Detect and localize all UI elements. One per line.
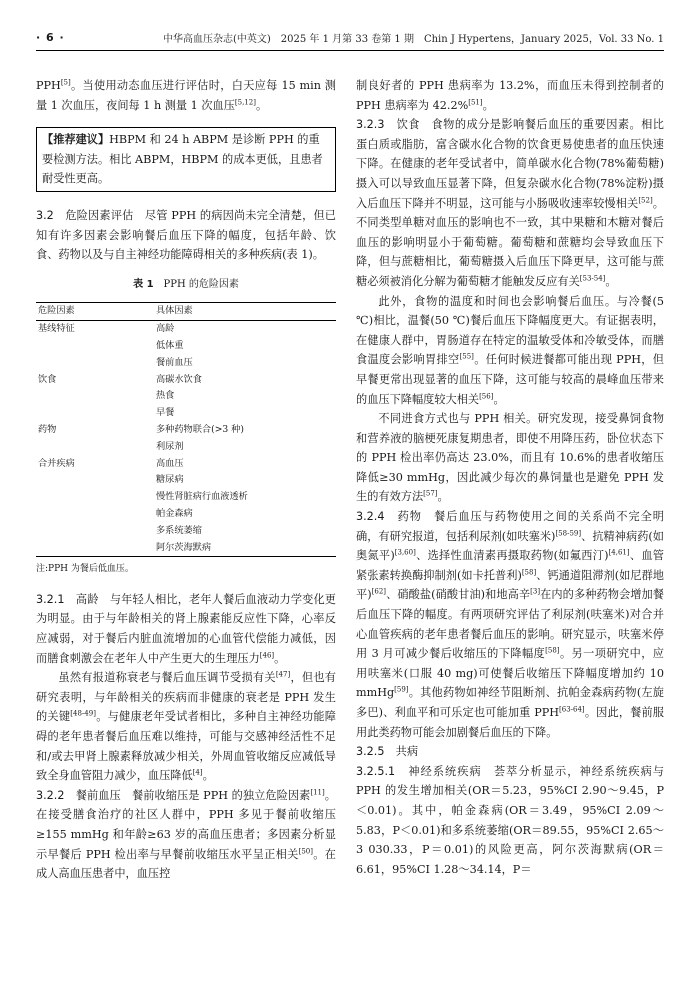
table-row: 慢性肾脏病行血液透析 — [156, 491, 248, 503]
section-heading: 3.2.2 餐前血压 — [36, 788, 121, 802]
section-3-2-2: 3.2.2 餐前血压 餐前收缩压是 PPH 的独立危险因素[11]。在接受膳食治疗的社区人群中，PPH 多见于餐前收缩压≥155 mmHg 和年龄≥63 岁的高血压患者；多因素分析显示早餐后 PPH 检出率与早餐前收缩压水平呈正相关[50]。在成人高血压患者中，血压控 — [36, 788, 336, 881]
page-number: · 6 · — [36, 30, 65, 44]
table-row: 利尿剂 — [156, 440, 184, 452]
table-header: 危险因素 — [38, 305, 75, 317]
paragraph-temperature: 此外，食物的温度和时间也会影响餐后血压。与冷餐(5 ℃)相比，温餐(50 ℃)餐后血压下降幅度更大。有证据表明，在健康人群中，胃肠道存在特定的温敏受体和冷敏受体，而膳食温度会影响胃排空[55]。任何时候进餐都可能出现 PPH，但早餐更常出现显著的血压下降，这可能与较高的晨峰血压带来的血压下降幅度较大相关[56]。 — [356, 294, 664, 406]
recommendation-tag: 【推荐建议】 — [42, 133, 110, 147]
table-row: 药物 多种药物联合(>3 种) — [38, 423, 244, 435]
section-3-2-1: 3.2.1 高龄 与年轻人相比，老年人餐后血液动力学变化更为明显。由于与年龄相关的肾上腺素能反应性下降，心率反应减弱，对于餐后内脏血流增加的心血管代偿能力减低，因而膳食刺激会在老年人中产生更大的生理压力[46]。 — [36, 592, 336, 665]
risk-factor-table — [36, 302, 336, 557]
section-3-2: 3.2 危险因素评估 尽管 PPH 的病因尚未完全清楚，但已知有许多因素会影响餐后血压下降的幅度，包括年龄、饮食、药物以及与自主神经功能障碍相关的多种疾病(表 1)。 — [36, 208, 336, 262]
table-row: 低体重 — [156, 339, 184, 351]
section-heading: 3.2.1 高龄 — [36, 592, 99, 606]
table-header: 具体因素 — [156, 305, 193, 317]
right-column — [356, 76, 664, 879]
table-row: 基线特征 高龄 — [38, 323, 175, 335]
table-row: 多系统萎缩 — [156, 524, 202, 536]
section-3-2-5-1: 3.2.5.1 神经系统疾病 荟萃分析显示，神经系统疾病与 PPH 的发生增加相关(OR＝5.23，95%CI 2.90～9.45，P＜0.01)。其中，帕金森病(OR＝3.49，95%CI 2.09～5.83，P＜0.01)和多系统萎缩(OR＝89.55，95%CI 2.65～3 030.33，P＝0.01)的风险更高，阿尔茨海默病(OR＝6.61，95%CI 1.28～34.14，P＝ — [356, 764, 664, 876]
paragraph-aging: 虽然有报道称衰老与餐后血压调节受损有关[47]，但也有研究表明，与年龄相关的疾病而非健康的衰老是 PPH 发生的关键[48-49]。与健康老年受试者相比，多种自主神经功能障碍的老年患者餐后血压难以维持，可能与交感神经活性不足和/或去甲肾上腺素释放减少相关，外周血管收缩反应减低导致全身血管阻力减少，血压降低[4]。 — [36, 670, 336, 783]
table-row: 帕金森病 — [156, 507, 193, 519]
table-row: 餐前血压 — [156, 356, 193, 368]
paragraph-prevalence: 制良好者的 PPH 患病率为 13.2%，而血压未得到控制者的 PPH 患病率为 42.2%[51]。 — [356, 79, 664, 112]
table-row: 合并疾病 高血压 — [38, 457, 184, 469]
journal-citation: 中华高血压杂志(中英文) 2025 年 1 月第 33 卷第 1 期 Chin J Hypertens，January 2025，Vol. 33 No. 1 — [163, 33, 664, 45]
table-row: 热食 — [156, 390, 175, 402]
section-heading: 3.2.4 药物 — [356, 510, 422, 524]
table-caption: 表 1 PPH 的危险因素 — [133, 278, 239, 290]
section-3-2-5 — [356, 742, 664, 762]
section-heading: 3.2.5 共病 — [356, 745, 419, 759]
paragraph-abpm: PPH[5]。当使用动态血压进行评估时，白天应每 15 min 测量 1 次血压，夜间每 1 h 测量 1 次血压[5,12]。 — [36, 78, 336, 112]
table-note: 注:PPH 为餐后低血压。 — [36, 564, 134, 575]
table-row: 糖尿病 — [156, 474, 184, 486]
section-3-2-4: 3.2.4 药物 餐后血压与药物使用之间的关系尚不完全明确，有研究报道，包括利尿剂(如呋塞米)[58-59]、抗精神病药(如奥氮平)[3,60]、选择性血清素再摄取药物(如氟西汀)[4,61]、血管紧张素转换酶抑制剂(如卡托普利)[58]、钙通道阻滞剂(如尼群地平)[62]、硝酸盐(硝酸甘油)和地高辛[3]在内的多种药物会增加餐后血压下降的幅度。有两项研究评估了利尿剂(呋塞米)对合并心血管疾病的老年患者餐后血压的影响。研究显示，呋塞米停用 3 月可减少餐后收缩压的下降幅度[58]。另一项研究中，应用呋塞米(口服 40 mg)可使餐后收缩压下降幅度增加约 10 mmHg[59]。其他药物如神经节阻断剂、抗帕金森病药物(左旋多巴)、利血平和可乐定也可能加重 PPH[63-64]。因此，餐前服用此类药物可能会加剧餐后血压的下降。 — [356, 510, 664, 739]
recommendation-text: HBPM 和 24 h ABPM 是诊断 PPH 的重要检测方法。相比 ABPM，HBPM 的成本更低，且患者耐受性更高。 — [42, 133, 323, 186]
section-heading: 3.2.3 饮食 — [356, 118, 420, 132]
recommendation-box — [36, 127, 336, 192]
table-row: 饮食 高碳水饮食 — [38, 373, 202, 385]
section-heading: 3.2.5.1 神经系统疾病 — [356, 764, 482, 778]
section-3-2-3: 3.2.3 饮食 食物的成分是影响餐后血压的重要因素。相比蛋白质或脂肪，富含碳水化合物的饮食更易使患者的血压快速下降。在健康的老年受试者中，简单碳水化合物(78%葡萄糖)摄入可以导致血压显著下降，但复杂碳水化合物(78%淀粉)摄入后血压下降并不明显，这可能与小肠吸收速率较慢相关[52]。不同类型单糖对血压的影响也不一致，其中果糖和木糖对餐后血压的影响明显小于葡萄糖。葡萄糖和蔗糖均会导致血压下降，但与蔗糖相比，葡萄糖摄入后血压下降更早，这可能与蔗糖必须被消化分解为葡萄糖才能触发反应有关[53-54]。 — [356, 118, 664, 288]
left-column — [36, 76, 336, 884]
section-heading: 3.2 危险因素评估 — [36, 208, 134, 222]
running-header — [36, 24, 664, 50]
header-rule — [36, 50, 664, 51]
table-row: 早餐 — [156, 407, 175, 419]
paragraph-feeding: 不同进食方式也与 PPH 相关。研究发现，接受鼻饲食物和营养液的脑梗死康复期患者，即使不用降压药，卧位状态下的 PPH 检出率仍高达 23.0%，而且有 10.6%的患者收缩压降低≥30 mmHg，因此减少每次的鼻饲量也是避免 PPH 发生的有效方法[57]。 — [356, 412, 664, 504]
table-row: 阿尔茨海默病 — [36, 540, 336, 557]
